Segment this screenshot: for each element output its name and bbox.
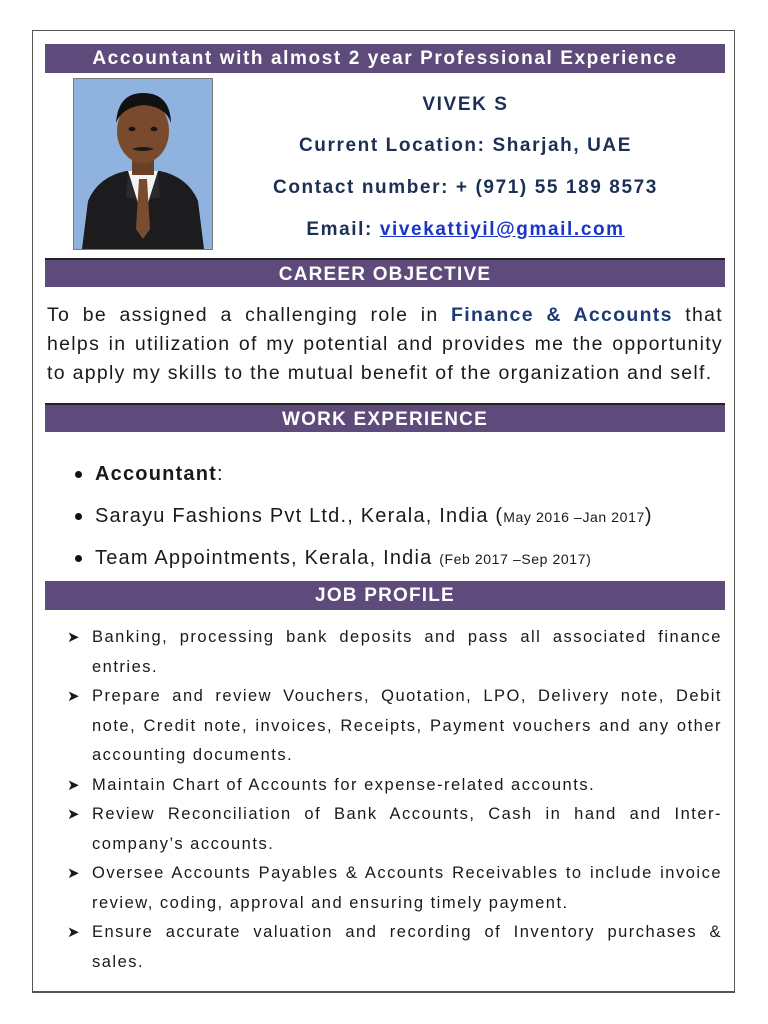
- profile-photo: [73, 78, 213, 250]
- candidate-name: VIVEK S: [422, 94, 509, 115]
- job-duty-item: [67, 623, 722, 682]
- experience-list: [95, 459, 653, 585]
- arrow-bullet-icon: ➤: [67, 688, 82, 705]
- job-duty-text: Banking, processing bank deposits and pass all associated finance entries.: [92, 628, 722, 676]
- job-duty-item: [67, 859, 722, 918]
- job-duty-text: Oversee Accounts Payables & Accounts Receivables to include invoice review, coding, approval and ensuring timely payment.: [92, 864, 722, 912]
- role-suffix: :: [217, 463, 224, 485]
- email-line: [213, 219, 718, 241]
- bullet-icon: [75, 513, 82, 520]
- job-duty-text: Review Reconciliation of Bank Accounts, Cash in hand and Inter-company’s accounts.: [92, 805, 722, 853]
- job-duty-item: [67, 771, 722, 801]
- employment-period: (Feb 2017 –Sep 2017): [439, 551, 592, 567]
- arrow-bullet-icon: ➤: [67, 865, 82, 882]
- employment-period: May 2016 –Jan 2017: [503, 509, 645, 525]
- job-duty-text: Maintain Chart of Accounts for expense-related accounts.: [92, 775, 596, 794]
- objective-highlight: Finance & Accounts: [451, 304, 673, 326]
- email-link[interactable]: vivekattiyil@gmail.com: [379, 219, 625, 240]
- career-objective-text: [47, 301, 723, 388]
- objective-text-start: To be assigned a challenging role in: [47, 304, 452, 326]
- period-close: ): [644, 505, 653, 527]
- role-title: Accountant: [95, 463, 217, 485]
- bullet-icon: [75, 555, 82, 562]
- job-duty-text: Prepare and review Vouchers, Quotation, LPO, Delivery note, Debit note, Credit note, invoices, Receipts, Payment vouchers and any other accounting documents.: [92, 687, 722, 764]
- bullet-icon: [75, 471, 82, 478]
- job-profile-list: [67, 623, 722, 977]
- employer: Team Appointments, Kerala, India: [95, 547, 440, 569]
- portrait-illustration: [74, 79, 212, 249]
- arrow-bullet-icon: ➤: [67, 776, 82, 794]
- job-profile-heading: JOB PROFILE: [45, 581, 725, 610]
- objective-text-end: that helps in utilization of my potential and provides me the opportunity to apply my skills to the mutual benefit of the organization and self.: [47, 304, 723, 384]
- experience-item: [95, 543, 653, 585]
- job-duty-item: [67, 682, 722, 771]
- arrow-bullet-icon: ➤: [67, 924, 82, 941]
- arrow-bullet-icon: ➤: [67, 806, 82, 823]
- employer: Sarayu Fashions Pvt Ltd., Kerala, India (: [95, 505, 504, 527]
- headline-banner: Accountant with almost 2 year Professional Experience: [45, 44, 725, 73]
- work-experience-heading: WORK EXPERIENCE: [45, 403, 725, 432]
- job-duty-item: [67, 918, 722, 977]
- resume-page: [32, 30, 735, 993]
- contact-number: Contact number: + (971) 55 189 8573: [273, 177, 658, 198]
- job-duty-item: [67, 800, 722, 859]
- experience-role: [95, 459, 653, 501]
- job-duty-text: Ensure accurate valuation and recording of Inventory purchases & sales.: [92, 923, 722, 971]
- experience-item: [95, 501, 653, 543]
- arrow-bullet-icon: ➤: [67, 629, 82, 646]
- career-objective-heading: CAREER OBJECTIVE: [45, 258, 725, 287]
- current-location: Current Location: Sharjah, UAE: [298, 135, 633, 156]
- email-label: Email:: [306, 219, 380, 240]
